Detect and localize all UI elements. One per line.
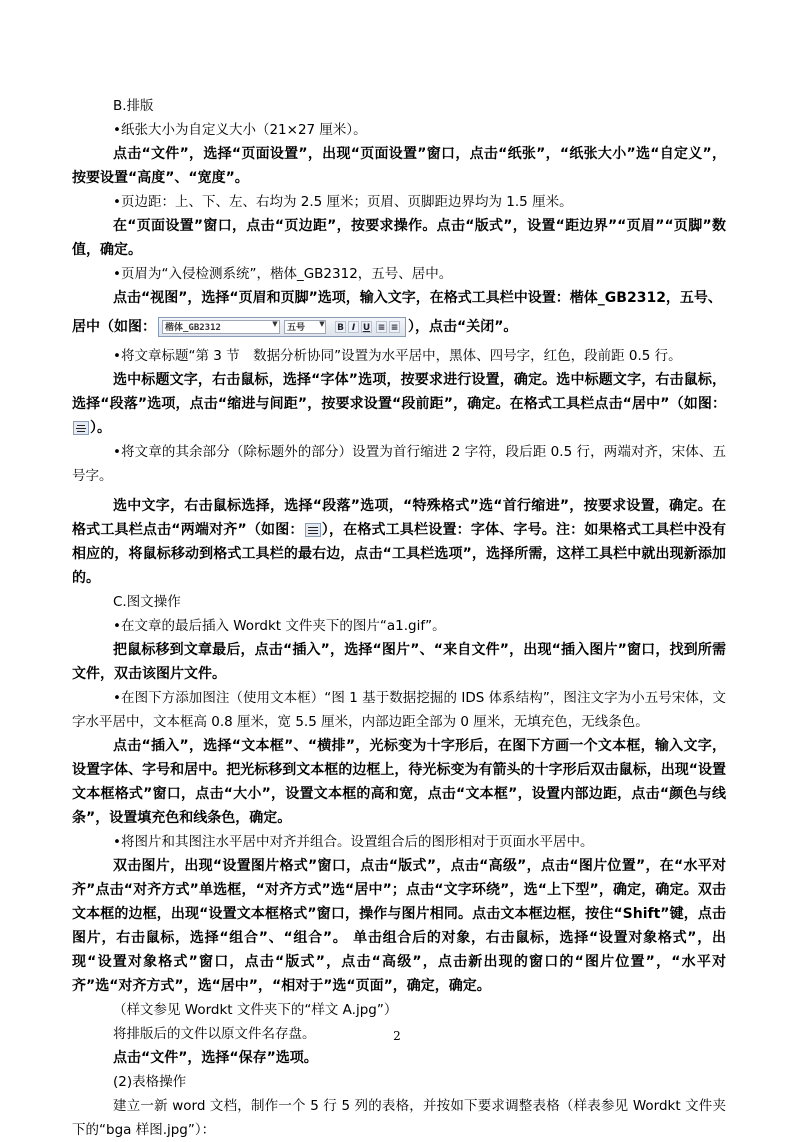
instruction-body-text-a: 选中文字，右击鼠标选择，选择“段落”选项，“特殊格式”选“首行缩进”，按要求设置，确定。在格式工具栏点击“两端对齐”（如图：	[72, 498, 726, 538]
font-select: 楷体_GB2312	[162, 320, 280, 334]
document-page	[72, 94, 726, 1142]
chevron-down-icon: ▼	[319, 320, 325, 328]
underline-icon: U	[362, 323, 371, 333]
requirement-caption: •在图下方添加图注（使用文本框）“图 1 基于数据挖掘的 IDS 体系结构”，图注文字为小五号宋体，文字水平居中，文本框高 0.8 厘米，宽 5.5 厘米，内部边距全部为 0 厘米，无填充色，无线条色。	[72, 690, 726, 730]
italic-icon: I	[348, 321, 359, 333]
requirement-group: •将图片和其图注水平居中对齐并组合。设置组合后的图形相对于页面水平居中。	[113, 834, 594, 850]
requirement-header: •页眉为“入侵检测系统”，楷体_GB2312，五号、居中。	[113, 266, 453, 282]
sample-reference: （样文参见 Wordkt 文件夹下的“样文 A.jpg”）	[113, 1002, 398, 1018]
instruction-title	[72, 368, 726, 440]
requirement-save: 将排版后的文件以原文件名存盘。	[113, 1026, 316, 1042]
requirement-margins: •页边距：上、下、左、右均为 2.5 厘米；页眉、页脚距边界均为 1.5 厘米。	[113, 194, 573, 210]
page-number: 2	[393, 1029, 401, 1043]
instruction-header-text-a: 居中（如图：	[72, 319, 156, 335]
instruction-header-text-b: ），点击“关闭”。	[408, 319, 518, 335]
chevron-down-icon: ▼	[272, 320, 278, 328]
instruction-title-text-a: 选中标题文字，右击鼠标，选择“字体”选项，按要求进行设置，确定。选中标题文字，右击鼠标，选择“段落”选项，点击“缩进与间距”，按要求设置“段前距”，确定。在格式工具栏点击“居中”（如图：	[72, 372, 726, 412]
requirement-paper-size: •纸张大小为自定义大小（21×27 厘米）。	[113, 122, 367, 138]
align-justify-icon	[305, 523, 321, 537]
requirement-table: 建立一新 word 文档，制作一个 5 行 5 列的表格，并按如下要求调整表格（样表参见 Wordkt 文件夹下的“bga 样图.jpg”）：	[72, 1098, 726, 1138]
instruction-header: 点击“视图”，选择“页眉和页脚”选项，输入文字，在格式工具栏中设置：楷体_GB2312，五号、	[113, 290, 722, 306]
instruction-body	[72, 494, 726, 590]
format-toolbar-image	[158, 317, 406, 337]
section-heading-table: (2)表格操作	[113, 1074, 187, 1090]
instruction-title-text-b: ）。	[90, 420, 111, 436]
section-heading-c: C.图文操作	[113, 594, 181, 610]
align-center-icon	[73, 421, 89, 435]
instruction-body-text-b: ），在格式工具栏设置：字体、字号。注：如果格式工具栏中没有相应的，将鼠标移动到格式工具栏的最右边，点击“工具栏选项”，选择所需，这样工具栏中就出现新添加的。	[72, 522, 726, 586]
bold-icon: B	[335, 321, 346, 333]
requirement-body: •将文章的其余部分（除标题外的部分）设置为首行缩进 2 字符，段后距 0.5 行，两端对齐，宋体、五号字。	[72, 444, 726, 484]
section-heading-b: B.排版	[113, 98, 154, 114]
instruction-save: 点击“文件”，选择“保存”选项。	[113, 1050, 318, 1066]
instruction-margins: 在“页面设置”窗口，点击“页边距”，按要求操作。点击“版式”，设置“距边界”“页眉”“页脚”数值，确定。	[72, 218, 726, 258]
instruction-paper-size: 点击“文件”，选择“页面设置”，出现“页面设置”窗口，点击“纸张”，“纸张大小”选“自定义”，按要设置“高度”、“宽度”。	[72, 146, 726, 186]
instruction-group: 双击图片，出现“设置图片格式”窗口，点击“版式”，点击“高级”，点击“图片位置”，在“水平对齐”点击“对齐方式”单选框，“对齐方式”选“居中”；点击“文字环绕”，选“上下型”，确定，确定。双击文本框的边框，出现“设置文本框格式”窗口，操作与图片相同。点击文本框边框，按住“Shift”键，点击图片，右击鼠标，选择“组合”、“组合”。 单击组合后的对象，右击鼠标，选择“设置对象格式”，出现“设置对象格式”窗口，点击“版式”，点击“高级”，点击新出现的窗口的“图片位置”，“水平对齐”选“对齐方式”，选“居中”，“相对于”选“页面”，确定，确定。	[72, 858, 726, 994]
align-center-icon: ≡	[377, 323, 386, 333]
instruction-header-cont	[72, 310, 726, 344]
instruction-caption: 点击“插入”，选择“文本框”、“横排”，光标变为十字形后，在图下方画一个文本框，输入文字，设置字体、字号和居中。把光标移到文本框的边框上，待光标变为有箭头的十字形后双击鼠标，出现“设置文本框格式”窗口，点击“大小”，设置文本框的高和宽，点击“文本框”，设置内部边距，点击“颜色与线条”，设置填充色和线条色，确定。	[72, 738, 726, 826]
instruction-insert-image: 把鼠标移到文章最后，点击“插入”，选择“图片”、“来自文件”，出现“插入图片”窗口，找到所需文件，双击该图片文件。	[72, 642, 726, 682]
requirement-insert-image: •在文章的最后插入 Wordkt 文件夹下的图片“a1.gif”。	[113, 618, 446, 634]
align-justify-icon: ≡	[390, 323, 399, 333]
size-select: 五号	[284, 320, 326, 334]
requirement-title: •将文章标题“第 3 节 数据分析协同”设置为水平居中，黑体、四号字，红色，段前距 0.5 行。	[113, 348, 682, 364]
